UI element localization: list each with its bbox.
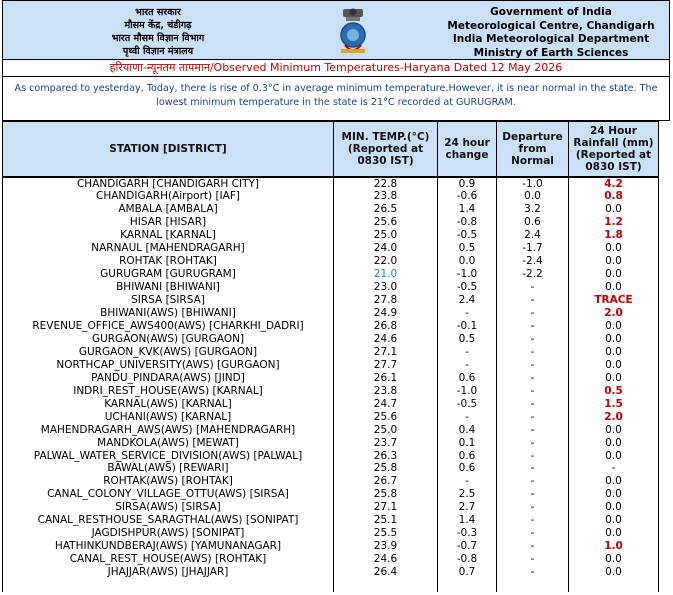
rainfall-cell: 0.0 (569, 203, 659, 216)
min-temp-cell: 23.9 (334, 540, 438, 553)
station-cell: GURUGRAM [GURUGRAM] (3, 268, 334, 281)
table-row (3, 462, 659, 475)
departure-cell: - (497, 346, 569, 359)
table-row (3, 229, 659, 242)
change-cell: -0.1 (438, 320, 497, 333)
station-cell: UCHANI(AWS) [KARNAL] (3, 411, 334, 424)
table-row (3, 190, 659, 203)
table-row (3, 553, 659, 566)
rainfall-cell: 0.8 (569, 190, 659, 203)
empty-cell (497, 579, 569, 592)
min-temp-cell: 23.8 (334, 190, 438, 203)
departure-cell: 0.6 (497, 216, 569, 229)
rainfall-cell: 0.0 (569, 501, 659, 514)
change-cell: - (438, 307, 497, 320)
change-cell: 1.4 (438, 514, 497, 527)
change-cell: 0.0 (438, 255, 497, 268)
station-cell: REVENUE_OFFICE_AWS400(AWS) [CHARKHI_DADRI] (3, 320, 334, 333)
station-cell: MAHENDRAGARH_AWS(AWS) [MAHENDRAGARH] (3, 424, 334, 437)
min-temp-cell: 27.1 (334, 501, 438, 514)
table-row (3, 346, 659, 359)
departure-cell: - (497, 333, 569, 346)
min-temp-cell: 26.3 (334, 450, 438, 463)
rainfall-cell: 0.0 (569, 320, 659, 333)
departure-cell: - (497, 411, 569, 424)
rainfall-cell: 0.0 (569, 527, 659, 540)
report-sheet (2, 0, 670, 592)
table-row (3, 372, 659, 385)
col-header-min-temp: MIN. TEMP.(°C) (Reported at 0830 IST) (334, 122, 438, 177)
departure-cell: - (497, 281, 569, 294)
rainfall-cell: 0.0 (569, 437, 659, 450)
rainfall-cell: 0.0 (569, 450, 659, 463)
change-cell: 0.6 (438, 450, 497, 463)
min-temp-cell: 26.7 (334, 475, 438, 488)
header-hindi-line: भारत सरकार (135, 7, 181, 18)
station-cell: SIRSA(AWS) [SIRSA] (3, 501, 334, 514)
table-row (3, 177, 659, 191)
table-row (3, 294, 659, 307)
rainfall-cell: 1.2 (569, 216, 659, 229)
min-temp-cell: 25.8 (334, 462, 438, 475)
summary-text: As compared to yesterday, Today, there is rise of 0.3°C in average minimum temperature.However, it is near normal in the state. The lowest minimum temperature in the state is 21°C recorded at GURUGRAM. (2, 77, 670, 121)
change-cell: 1.4 (438, 203, 497, 216)
table-row (3, 527, 659, 540)
min-temp-cell: 22.0 (334, 255, 438, 268)
change-cell: 0.9 (438, 177, 497, 191)
rainfall-cell: 0.0 (569, 333, 659, 346)
departure-cell: - (497, 450, 569, 463)
change-cell: 0.5 (438, 333, 497, 346)
table-row (3, 255, 659, 268)
station-cell: BAWAL(AWS) [REWARI] (3, 462, 334, 475)
rainfall-cell: 0.0 (569, 488, 659, 501)
min-temp-cell: 22.8 (334, 177, 438, 191)
table-row (3, 411, 659, 424)
col-header-rainfall: 24 Hour Rainfall (mm) (Reported at 0830 IST) (569, 122, 659, 177)
header-hindi-line: पृथ्वी विज्ञान मंत्रालय (122, 46, 194, 57)
change-cell: -0.8 (438, 553, 497, 566)
station-cell: ROHTAK(AWS) [ROHTAK] (3, 475, 334, 488)
min-temp-cell: 23.8 (334, 385, 438, 398)
departure-cell: - (497, 527, 569, 540)
min-temp-cell: 26.4 (334, 566, 438, 579)
station-cell: AMBALA [AMBALA] (3, 203, 334, 216)
header-english (441, 6, 661, 60)
min-temp-cell: 24.7 (334, 398, 438, 411)
change-cell: -1.0 (438, 385, 497, 398)
min-temp-cell: 25.5 (334, 527, 438, 540)
min-temp-cell: 27.1 (334, 346, 438, 359)
table-row (3, 437, 659, 450)
station-cell: CANAL_COLONY_VILLAGE_OTTU(AWS) [SIRSA] (3, 488, 334, 501)
col-header-departure: Departure from Normal (497, 122, 569, 177)
min-temp-cell: 24.6 (334, 333, 438, 346)
departure-cell: - (497, 398, 569, 411)
min-temp-cell: 24.0 (334, 242, 438, 255)
change-cell: -0.5 (438, 281, 497, 294)
header-english-line: Government of India (490, 6, 612, 18)
min-temp-cell: 25.1 (334, 514, 438, 527)
rainfall-cell: 0.0 (569, 553, 659, 566)
station-cell: GURGAON(AWS) [GURGAON] (3, 333, 334, 346)
change-cell: -0.7 (438, 540, 497, 553)
station-cell: INDRI_REST_HOUSE(AWS) [KARNAL] (3, 385, 334, 398)
departure-cell: - (497, 488, 569, 501)
min-temp-cell: 23.0 (334, 281, 438, 294)
min-temp-cell: 21.0 (334, 268, 438, 281)
temperature-table (2, 121, 659, 592)
change-cell: 2.4 (438, 294, 497, 307)
station-cell: CHANDIGARH [CHANDIGARH CITY] (3, 177, 334, 191)
station-cell: PALWAL_WATER_SERVICE_DIVISION(AWS) [PALWAL] (3, 450, 334, 463)
rainfall-cell: 0.0 (569, 359, 659, 372)
departure-cell: - (497, 437, 569, 450)
station-cell: CHANDIGARH(Airport) [IAF] (3, 190, 334, 203)
rainfall-cell: 0.5 (569, 385, 659, 398)
table-row (3, 424, 659, 437)
departure-cell: 3.2 (497, 203, 569, 216)
rainfall-cell: 1.0 (569, 540, 659, 553)
departure-cell: -2.4 (497, 255, 569, 268)
departure-cell: - (497, 462, 569, 475)
rainfall-cell: 4.2 (569, 177, 659, 191)
min-temp-cell: 25.6 (334, 411, 438, 424)
min-temp-cell: 27.8 (334, 294, 438, 307)
station-cell: KARNAL(AWS) [KARNAL] (3, 398, 334, 411)
departure-cell: - (497, 553, 569, 566)
departure-cell: - (497, 385, 569, 398)
change-cell: 0.7 (438, 566, 497, 579)
table-row (3, 242, 659, 255)
change-cell: 0.4 (438, 424, 497, 437)
rainfall-cell: - (569, 462, 659, 475)
min-temp-cell: 25.6 (334, 216, 438, 229)
table-body (3, 177, 659, 592)
station-cell: HATHINKUNDBERAJ(AWS) [YAMUNANAGAR] (3, 540, 334, 553)
min-temp-cell: 24.9 (334, 307, 438, 320)
empty-cell (569, 579, 659, 592)
departure-cell: - (497, 501, 569, 514)
min-temp-cell: 26.8 (334, 320, 438, 333)
rainfall-cell: 0.0 (569, 475, 659, 488)
rainfall-cell: 0.0 (569, 255, 659, 268)
rainfall-cell: 1.8 (569, 229, 659, 242)
change-cell: 0.5 (438, 242, 497, 255)
departure-cell: 2.4 (497, 229, 569, 242)
min-temp-cell: 25.8 (334, 488, 438, 501)
change-cell: - (438, 475, 497, 488)
departure-cell: 0.0 (497, 190, 569, 203)
departure-cell: - (497, 566, 569, 579)
table-row (3, 514, 659, 527)
station-cell: GURGAON_KVK(AWS) [GURGAON] (3, 346, 334, 359)
change-cell: 0.6 (438, 372, 497, 385)
change-cell: 0.6 (438, 462, 497, 475)
min-temp-cell: 27.7 (334, 359, 438, 372)
header-english-line: India Meteorological Department (452, 33, 650, 45)
change-cell: -0.3 (438, 527, 497, 540)
change-cell: -0.8 (438, 216, 497, 229)
rainfall-cell: TRACE (569, 294, 659, 307)
departure-cell: - (497, 320, 569, 333)
min-temp-cell: 25.0 (334, 229, 438, 242)
min-temp-cell: 26.1 (334, 372, 438, 385)
header-hindi-line: भारत मौसम विज्ञान विभाग (111, 33, 205, 44)
table-row (3, 216, 659, 229)
change-cell: - (438, 359, 497, 372)
col-header-change: 24 hour change (438, 122, 497, 177)
change-cell: - (438, 346, 497, 359)
station-cell: CANAL_REST_HOUSE(AWS) [ROHTAK] (3, 553, 334, 566)
station-cell: NARNAUL [MAHENDRAGARH] (3, 242, 334, 255)
departure-cell: -2.2 (497, 268, 569, 281)
table-header-row (3, 122, 659, 177)
table-row (3, 475, 659, 488)
rainfall-cell: 0.0 (569, 372, 659, 385)
table-row (3, 307, 659, 320)
national-emblem-icon (336, 5, 370, 57)
change-cell: - (438, 411, 497, 424)
table-row (3, 203, 659, 216)
empty-cell (334, 579, 438, 592)
station-cell: NORTHCAP_UNIVERSITY(AWS) [GURGAON] (3, 359, 334, 372)
rainfall-cell: 0.0 (569, 566, 659, 579)
table-row (3, 268, 659, 281)
change-cell: 0.1 (438, 437, 497, 450)
change-cell: -0.6 (438, 190, 497, 203)
rainfall-cell: 0.0 (569, 346, 659, 359)
station-cell: ROHTAK [ROHTAK] (3, 255, 334, 268)
change-cell: -0.5 (438, 229, 497, 242)
report-title: हरियाणा-न्यूनतम तापमान/Observed Minimum Temperatures-Haryana Dated 12 May 2026 (2, 60, 670, 77)
station-cell: JHAJJAR(AWS) [JHAJJAR] (3, 566, 334, 579)
station-cell: BHIWANI [BHIWANI] (3, 281, 334, 294)
rainfall-cell: 0.0 (569, 514, 659, 527)
header-hindi-line: मौसम केंद्र, चंडीगढ़ (124, 20, 192, 31)
rainfall-cell: 0.0 (569, 242, 659, 255)
report-header (2, 0, 670, 60)
table-row-empty (3, 579, 659, 592)
departure-cell: - (497, 359, 569, 372)
header-hindi (23, 6, 293, 58)
min-temp-cell: 26.5 (334, 203, 438, 216)
empty-cell (438, 579, 497, 592)
departure-cell: - (497, 540, 569, 553)
station-cell: PANDU_PINDARA(AWS) [JIND] (3, 372, 334, 385)
header-english-line: Ministry of Earth Sciences (473, 46, 629, 59)
table-row (3, 398, 659, 411)
station-cell: MANDKOLA(AWS) [MEWAT] (3, 437, 334, 450)
table-row (3, 488, 659, 501)
table-row (3, 566, 659, 579)
min-temp-cell: 23.7 (334, 437, 438, 450)
rainfall-cell: 2.0 (569, 307, 659, 320)
table-row (3, 333, 659, 346)
table-row (3, 540, 659, 553)
empty-cell (3, 579, 334, 592)
departure-cell: - (497, 514, 569, 527)
table-row (3, 281, 659, 294)
departure-cell: - (497, 475, 569, 488)
change-cell: 2.7 (438, 501, 497, 514)
departure-cell: - (497, 372, 569, 385)
header-english-line: Meteorological Centre, Chandigarh (447, 19, 655, 32)
table-row (3, 501, 659, 514)
departure-cell: - (497, 294, 569, 307)
station-cell: KARNAL [KARNAL] (3, 229, 334, 242)
min-temp-cell: 25.0 (334, 424, 438, 437)
station-cell: BHIWANI(AWS) [BHIWANI] (3, 307, 334, 320)
min-temp-cell: 24.6 (334, 553, 438, 566)
table-row (3, 359, 659, 372)
change-cell: 2.5 (438, 488, 497, 501)
table-row (3, 450, 659, 463)
table-row (3, 320, 659, 333)
station-cell: HISAR [HISAR] (3, 216, 334, 229)
rainfall-cell: 1.5 (569, 398, 659, 411)
rainfall-cell: 0.0 (569, 268, 659, 281)
station-cell: SIRSA [SIRSA] (3, 294, 334, 307)
change-cell: -1.0 (438, 268, 497, 281)
departure-cell: -1.0 (497, 177, 569, 191)
col-header-station: STATION [DISTRICT] (3, 122, 334, 177)
station-cell: CANAL_RESTHOUSE_SARAGTHAL(AWS) [SONIPAT] (3, 514, 334, 527)
table-row (3, 385, 659, 398)
rainfall-cell: 0.0 (569, 281, 659, 294)
rainfall-cell: 2.0 (569, 411, 659, 424)
departure-cell: - (497, 307, 569, 320)
departure-cell: - (497, 424, 569, 437)
station-cell: JAGDISHPUR(AWS) [SONIPAT] (3, 527, 334, 540)
change-cell: -0.5 (438, 398, 497, 411)
rainfall-cell: 0.0 (569, 424, 659, 437)
departure-cell: -1.7 (497, 242, 569, 255)
